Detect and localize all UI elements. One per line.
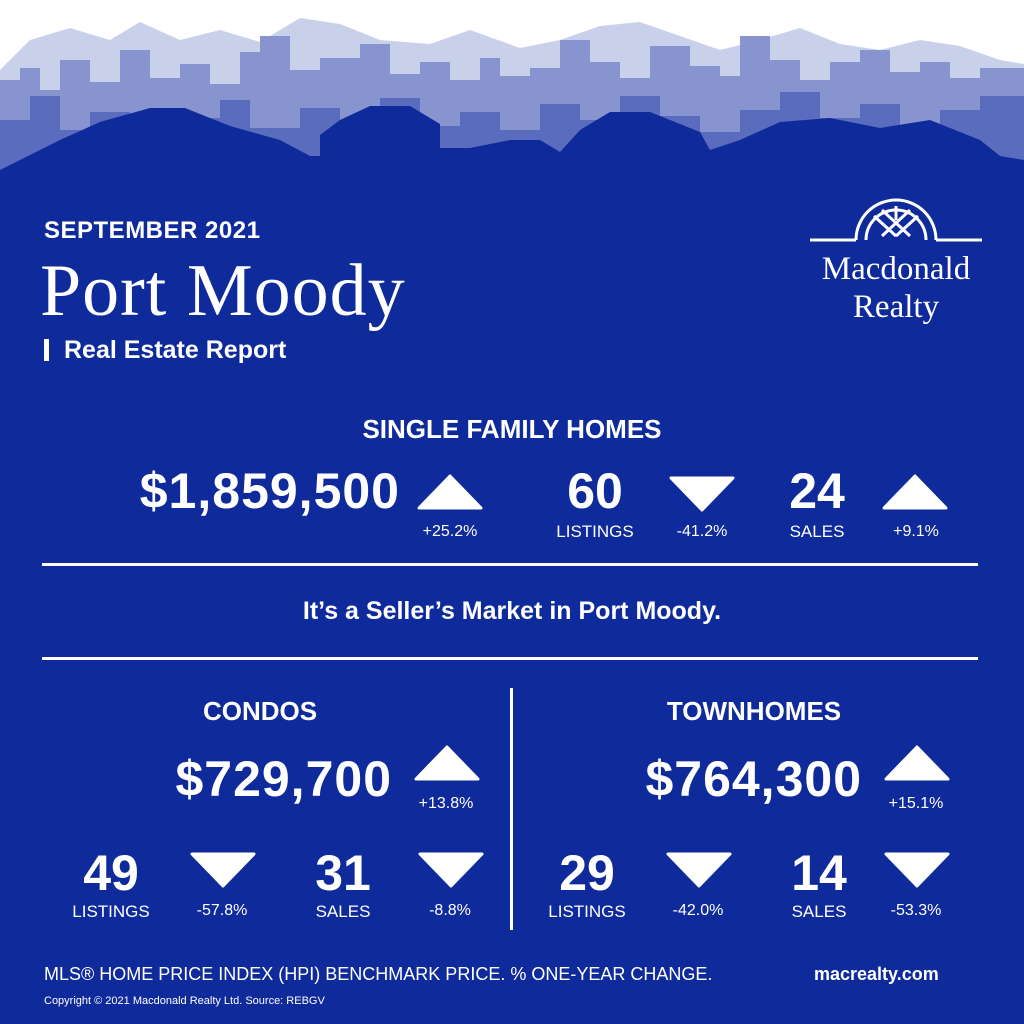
single-family-listings-label: LISTINGS <box>556 522 634 541</box>
report-subtitle: Real Estate Report <box>64 336 287 364</box>
townhomes-price: $764,300 <box>645 751 862 807</box>
single-family-price-change: +25.2% <box>422 523 478 540</box>
condos-listings-change: -57.8% <box>196 902 248 919</box>
single-family-title: SINGLE FAMILY HOMES <box>362 414 662 444</box>
skyline-banner <box>0 0 1024 200</box>
logo-line-1: Macdonald <box>821 251 971 287</box>
logo-line-2: Realty <box>852 289 940 325</box>
condos-price-up-arrow-icon <box>414 745 480 781</box>
townhomes-price-up-arrow-icon <box>884 745 950 781</box>
condos-sales-count: 31 <box>315 845 371 901</box>
price-up-arrow-icon <box>417 474 483 510</box>
condos-listings-label: LISTINGS <box>72 902 150 921</box>
condos-sales-label: SALES <box>315 902 371 921</box>
sales-up-arrow-icon <box>882 474 948 510</box>
condos-price-change: +13.8% <box>418 795 474 812</box>
footer-copyright: Copyright © 2021 Macdonald Realty Ltd. Source: REBGV <box>44 995 325 1007</box>
single-family-listings-count: 60 <box>567 463 623 519</box>
townhomes-listings-change: -42.0% <box>672 902 724 919</box>
market-tagline: It’s a Seller’s Market in Port Moody. <box>302 597 722 625</box>
condos-listings-count: 49 <box>83 845 139 901</box>
footer-website-link[interactable]: macrealty.com <box>814 964 939 984</box>
condos-listings-down-arrow-icon <box>190 852 256 888</box>
page-title: Port Moody <box>40 250 406 332</box>
condos-sales-down-arrow-icon <box>418 852 484 888</box>
single-family-sales-count: 24 <box>789 463 845 519</box>
townhomes-sales-count: 14 <box>791 845 847 901</box>
single-family-price: $1,859,500 <box>139 463 400 519</box>
townhomes-price-change: +15.1% <box>888 795 944 812</box>
townhomes-listings-count: 29 <box>559 845 615 901</box>
vertical-divider <box>510 688 513 930</box>
divider-top <box>42 563 978 566</box>
footer-note: MLS® HOME PRICE INDEX (HPI) BENCHMARK PRICE. % ONE-YEAR CHANGE. <box>44 964 713 984</box>
townhomes-sales-label: SALES <box>791 902 847 921</box>
report-month: SEPTEMBER 2021 <box>44 217 261 244</box>
townhomes-sales-down-arrow-icon <box>884 852 950 888</box>
single-family-sales-change: +9.1% <box>893 523 939 540</box>
townhomes-listings-down-arrow-icon <box>666 852 732 888</box>
subtitle-accent-bar <box>44 339 49 361</box>
townhomes-sales-change: -53.3% <box>890 902 942 919</box>
townhomes-title: TOWNHOMES <box>666 696 842 726</box>
logo-wordmark <box>804 250 988 326</box>
single-family-sales-label: SALES <box>789 522 845 541</box>
listings-down-arrow-icon <box>669 476 735 512</box>
townhomes-listings-label: LISTINGS <box>548 902 626 921</box>
condos-title: CONDOS <box>202 696 318 726</box>
condos-sales-change: -8.8% <box>429 902 471 919</box>
condos-price: $729,700 <box>175 751 392 807</box>
single-family-listings-change: -41.2% <box>676 523 728 540</box>
divider-bottom <box>42 657 978 660</box>
